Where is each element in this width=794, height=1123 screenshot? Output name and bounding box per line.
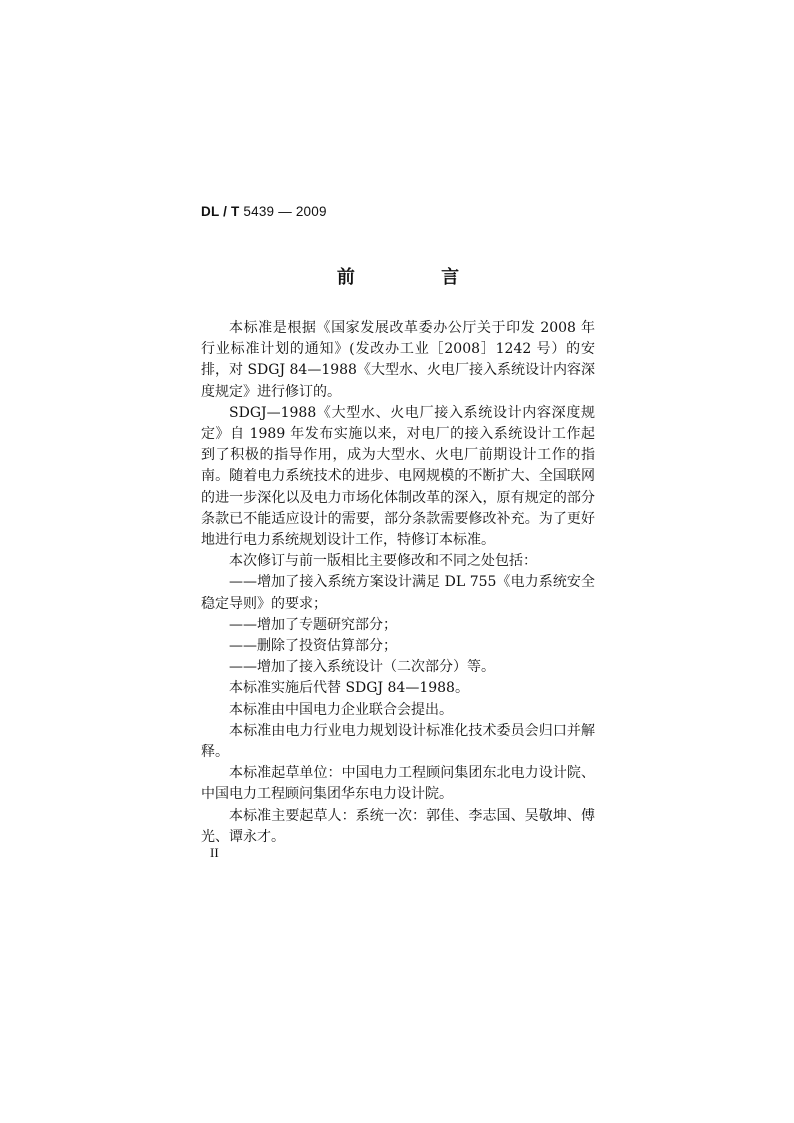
paragraph-drafting-units: 本标准起草单位：中国电力工程顾问集团东北电力设计院、中国电力工程顾问集团华东电力设计院。 bbox=[201, 765, 595, 803]
standard-prefix: DL / T bbox=[201, 204, 240, 219]
list-item-change-1: ——增加了接入系统方案设计满足 DL 755《电力系统安全稳定导则》的要求； bbox=[201, 574, 595, 612]
page-title: 前 言 bbox=[336, 267, 500, 288]
paragraph-interpretation: 本标准由电力行业电力规划设计标准化技术委员会归口并解释。 bbox=[201, 722, 595, 761]
standard-code bbox=[201, 204, 327, 219]
paragraph-drafters: 本标准主要起草人：系统一次：郭佳、李志国、吴敬坤、傅光、谭永才。 bbox=[201, 807, 595, 845]
list-item-change-4: ——增加了接入系统设计（二次部分）等。 bbox=[229, 659, 495, 676]
paragraph-background: SDGJ—1988《大型水、火电厂接入系统设计内容深度规定》自 1989 年发布实施以来，对电厂的接入系统设计工作起到了积极的指导作用，成为大型水、火电厂前期设计工作的指南。随着电力系统技术的进步、电网规模的不断扩大、全国联网的进一步深化以及电力市场化体制改革的深入，原有规定的部分条款已不能适应设计的需要，部分条款需要修改补充。为了更好地进行电力系统规划设计工作，特修订本标准。 bbox=[201, 404, 595, 549]
paragraph-basis: 本标准是根据《国家发展改革委办公厅关于印发 2008 年行业标准计划的通知》(发改办工业［2008］1242 号）的安排，对 SDGJ 84—1988《大型水、火电厂接入系统设计内容深度规定》进行修订的。 bbox=[201, 320, 595, 400]
paragraph-replaces: 本标准实施后代替 SDGJ 84—1988。 bbox=[229, 680, 469, 697]
list-item-change-3: ——删除了投资估算部分； bbox=[229, 638, 397, 655]
page-number: II bbox=[210, 845, 219, 860]
standard-number: 5439 — 2009 bbox=[243, 204, 327, 219]
list-item-change-2: ——增加了专题研究部分； bbox=[229, 616, 397, 633]
preface-body bbox=[201, 318, 595, 848]
paragraph-proposer: 本标准由中国电力企业联合会提出。 bbox=[229, 701, 453, 718]
paragraph-changes-intro: 本次修订与前一版相比主要修改和不同之处包括： bbox=[229, 553, 537, 570]
